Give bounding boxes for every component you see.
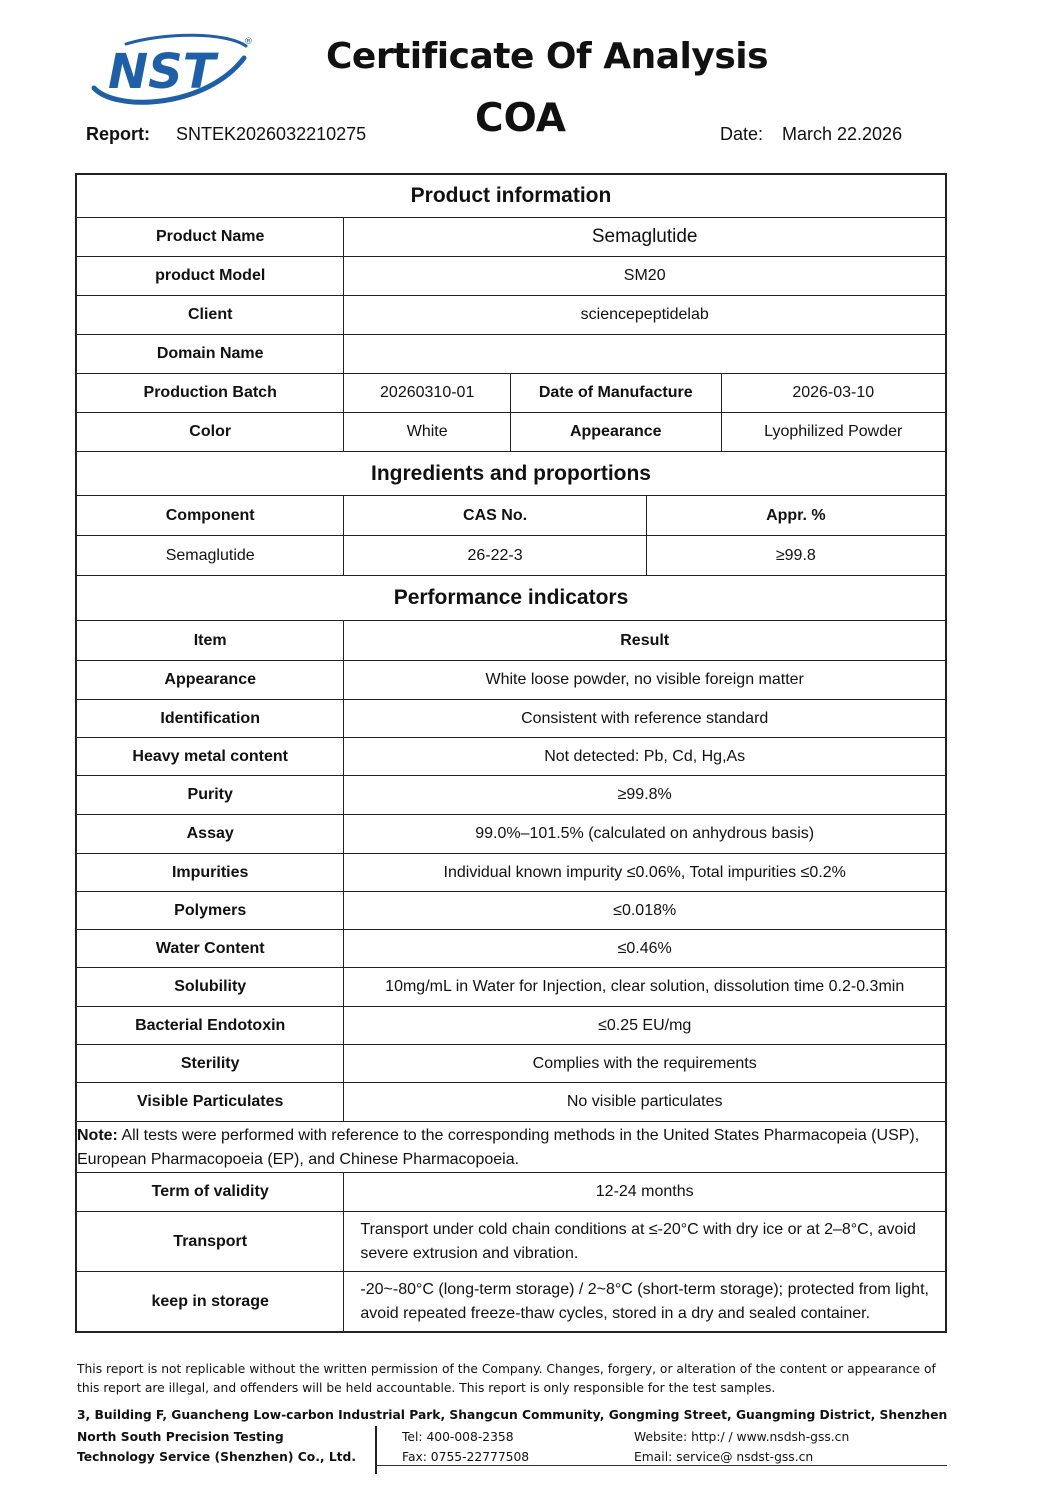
label-storage: keep in storage xyxy=(77,1272,344,1331)
company-name-line2: Technology Service (Shenzhen) Co., Ltd. xyxy=(77,1450,357,1464)
disclaimer: This report is not replicable without the written permission of the Company. Changes, forgery, or alteration of the content or appearance of this report are illegal, and offenders will be held accountable. This report is only responsible for the test samples. xyxy=(77,1362,936,1395)
table-row xyxy=(77,1007,945,1045)
table-row xyxy=(77,1083,945,1122)
table-row xyxy=(77,930,945,968)
perf-item: Appearance xyxy=(77,661,344,699)
perf-item: Sterility xyxy=(77,1045,344,1082)
value-date-of-manufacture: 2026-03-10 xyxy=(792,384,875,401)
perf-item: Heavy metal content xyxy=(77,738,344,775)
fax: Fax: 0755-22777508 xyxy=(402,1450,530,1464)
table-row xyxy=(77,1045,945,1083)
perf-result: ≤0.25 EU/mg xyxy=(598,1016,692,1034)
perf-result: ≥99.8% xyxy=(617,786,672,803)
value-batch: 20260310-01 xyxy=(344,374,511,412)
ingredient-pct: ≥99.8 xyxy=(775,546,816,564)
section-header-product xyxy=(77,175,945,218)
perf-result: 99.0%–101.5% (calculated on anhydrous basis) xyxy=(475,825,815,842)
perf-item: Identification xyxy=(77,700,344,737)
section-title-product: Product information xyxy=(410,184,612,207)
perf-result: Individual known impurity ≤0.06%, Total impurities ≤0.2% xyxy=(443,863,846,881)
value-storage: -20~-80°C (long-term storage) / 2~8°C (short-term storage); protected from light, avoid repeated freeze-thaw cycles, stored in a dry and sealed container. xyxy=(360,1280,929,1322)
ingredient-cas: 26-22-3 xyxy=(344,536,646,575)
row-storage xyxy=(77,1272,945,1331)
table-row xyxy=(77,738,945,776)
section-header-performance xyxy=(77,576,945,621)
label-product-model: product Model xyxy=(77,257,344,295)
email-link[interactable]: Email: service@ nsdst-gss.cn xyxy=(634,1450,814,1464)
document-title: Certificate Of Analysis xyxy=(326,36,769,77)
svg-text:®: ® xyxy=(244,37,253,47)
label-batch: Production Batch xyxy=(77,374,344,412)
table-row xyxy=(77,776,945,815)
value-product-name: Semaglutide xyxy=(591,226,698,247)
col-item: Item xyxy=(77,621,344,660)
label-color: Color xyxy=(77,413,344,451)
ingredients-header-row xyxy=(77,496,945,536)
value-color: White xyxy=(344,413,511,451)
perf-result: Consistent with reference standard xyxy=(521,709,769,727)
perf-item: Water Content xyxy=(77,930,344,967)
perf-item: Assay xyxy=(77,815,344,853)
footer-divider-vertical xyxy=(375,1426,377,1474)
coa-table xyxy=(75,173,947,1333)
label-transport: Transport xyxy=(77,1212,344,1271)
note-text: All tests were performed with reference to the corresponding methods in the United States Pharmacopeia (USP), European Pharmacopoeia (EP), and Chinese Pharmacopoeia. xyxy=(77,1127,920,1168)
section-header-ingredients xyxy=(77,452,945,496)
col-result: Result xyxy=(620,631,670,649)
value-transport: Transport under cold chain conditions at ≤-20°C with dry ice or at 2–8°C, avoid severe extrusion and vibration. xyxy=(360,1220,916,1262)
perf-result: White loose powder, no visible foreign matter xyxy=(485,671,804,688)
date-label: Date: xyxy=(720,124,764,144)
label-product-name: Product Name xyxy=(77,218,344,256)
perf-result: 10mg/mL in Water for Injection, clear solution, dissolution time 0.2-0.3min xyxy=(385,978,905,995)
contact-web xyxy=(634,1427,849,1467)
row-product-name xyxy=(77,218,945,257)
section-title-ingredients: Ingredients and proportions xyxy=(370,461,651,485)
row-domain xyxy=(77,335,945,374)
perf-result: ≤0.46% xyxy=(617,939,672,957)
table-row xyxy=(77,968,945,1007)
table-row xyxy=(77,661,945,700)
value-domain xyxy=(344,335,945,373)
table-row xyxy=(77,536,945,576)
note-row xyxy=(77,1122,945,1173)
col-pct: Appr. % xyxy=(766,506,826,524)
company-logo xyxy=(86,30,256,110)
website-link[interactable]: Website: http:/ / www.nsdsh-gss.cn xyxy=(634,1430,850,1444)
table-row xyxy=(77,892,945,930)
perf-item: Polymers xyxy=(77,892,344,929)
row-client xyxy=(77,296,945,335)
company-name xyxy=(77,1427,356,1467)
perf-result: ≤0.018% xyxy=(613,901,677,919)
date-value: March 22.2026 xyxy=(782,124,903,144)
table-row xyxy=(77,700,945,738)
perf-item: Solubility xyxy=(77,968,344,1006)
perf-result: No visible particulates xyxy=(566,1093,723,1110)
logo-text: NST xyxy=(108,44,216,100)
value-validity: 12-24 months xyxy=(595,1183,694,1200)
perf-result: Not detected: Pb, Cd, Hg,As xyxy=(544,747,746,765)
value-product-model: SM20 xyxy=(623,267,666,284)
perf-item: Bacterial Endotoxin xyxy=(77,1007,344,1044)
report-label: Report: xyxy=(86,124,150,144)
document-subtitle: COA xyxy=(475,96,566,141)
note-label: Note: xyxy=(77,1127,118,1144)
performance-header-row xyxy=(77,621,945,661)
value-client: sciencepeptidelab xyxy=(580,306,709,323)
row-validity xyxy=(77,1173,945,1212)
tel: Tel: 400-008-2358 xyxy=(402,1430,514,1444)
col-cas: CAS No. xyxy=(344,496,646,535)
perf-item: Impurities xyxy=(77,854,344,891)
label-validity: Term of validity xyxy=(77,1173,344,1211)
row-color xyxy=(77,413,945,452)
label-client: Client xyxy=(77,296,344,334)
note xyxy=(77,1122,945,1172)
report-number: SNTEK2026032210275 xyxy=(176,124,367,144)
perf-result: Complies with the requirements xyxy=(532,1054,757,1072)
ingredient-component: Semaglutide xyxy=(77,536,344,575)
table-row xyxy=(77,854,945,892)
row-transport xyxy=(77,1212,945,1272)
label-appearance: Appearance xyxy=(511,413,722,451)
company-address: 3, Building F, Guancheng Low-carbon Industrial Park, Shangcun Community, Gongming Street, Guangming District, Shenzhen xyxy=(77,1408,948,1422)
row-product-model xyxy=(77,257,945,296)
section-title-performance: Performance indicators xyxy=(393,586,629,609)
table-row xyxy=(77,815,945,854)
label-date-of-manufacture: Date of Manufacture xyxy=(511,374,722,412)
company-name-line1: North South Precision Testing xyxy=(77,1430,284,1444)
value-appearance: Lyophilized Powder xyxy=(764,423,903,440)
contact-phone xyxy=(402,1427,529,1467)
perf-item: Purity xyxy=(77,776,344,814)
label-domain: Domain Name xyxy=(77,335,344,373)
row-batch xyxy=(77,374,945,413)
perf-item: Visible Particulates xyxy=(77,1083,344,1121)
col-component: Component xyxy=(77,496,344,535)
